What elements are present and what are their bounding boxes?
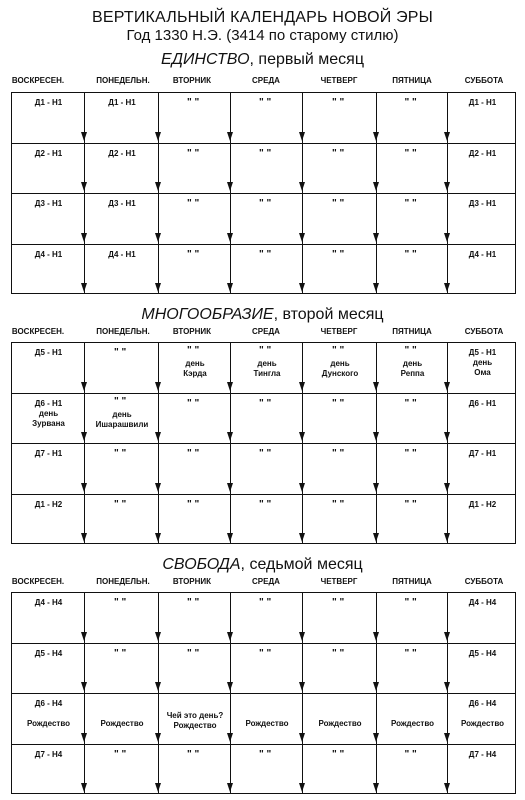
cell-text: день — [402, 359, 423, 368]
ditto-mark: " " — [404, 147, 417, 159]
ditto-mark: " " — [114, 448, 127, 459]
ditto-mark: " " — [259, 147, 272, 159]
cell-text: Рождество — [100, 719, 144, 728]
down-arrow-icon — [299, 682, 305, 691]
down-arrow-icon — [227, 233, 233, 242]
cell-text: Д6 - Н4 — [34, 699, 63, 708]
weekday-header: СРЕДА — [252, 76, 280, 85]
down-arrow-icon — [227, 483, 233, 492]
down-arrow-icon — [373, 632, 379, 641]
weekday-header: ВОСКРЕСЕН. — [11, 76, 65, 85]
month-name: ЕДИНСТВО — [161, 51, 250, 68]
ditto-mark: " " — [259, 748, 272, 760]
weekday-header: ЧЕТВЕРГ — [320, 327, 358, 336]
ditto-mark: " " — [332, 748, 345, 760]
month-ordinal: , второй месяц — [273, 306, 384, 323]
down-arrow-icon — [155, 182, 161, 191]
weekday-header: ВОСКРЕСЕН. — [11, 577, 65, 586]
down-arrow-icon — [299, 533, 305, 542]
down-arrow-icon — [227, 733, 233, 742]
cell-text: Д4 - Н4 — [468, 598, 497, 607]
down-arrow-icon — [299, 283, 305, 292]
ditto-mark: " " — [332, 597, 345, 608]
down-arrow-icon — [155, 632, 161, 641]
ditto-mark: " " — [259, 97, 272, 108]
down-arrow-icon — [373, 533, 379, 542]
cell-text: Тингла — [253, 369, 281, 378]
ditto-mark: " " — [259, 597, 272, 608]
weekday-header: ВТОРНИК — [172, 577, 212, 586]
cell-text: день — [472, 358, 493, 367]
cell-text: Д7 - Н4 — [34, 749, 63, 759]
weekday-header: СРЕДА — [252, 327, 280, 336]
down-arrow-icon — [444, 783, 450, 792]
cell-text: Д3 - Н1 — [34, 199, 63, 208]
down-arrow-icon — [81, 533, 87, 542]
row-divider — [12, 643, 515, 644]
ditto-mark: " " — [404, 97, 417, 108]
down-arrow-icon — [81, 283, 87, 292]
row-divider — [12, 443, 515, 444]
ditto-mark: " " — [187, 198, 200, 209]
down-arrow-icon — [227, 682, 233, 691]
ditto-mark: " " — [187, 147, 200, 159]
row-divider — [12, 693, 515, 694]
weekday-header: СУББОТА — [464, 577, 504, 586]
cell-text: Д5 - Н4 — [468, 648, 497, 658]
ditto-mark: " " — [187, 748, 200, 760]
down-arrow-icon — [444, 483, 450, 492]
down-arrow-icon — [155, 783, 161, 792]
month-ordinal: , первый месяц — [249, 51, 364, 68]
ditto-mark: " " — [114, 748, 127, 760]
weekday-header: СРЕДА — [252, 577, 280, 586]
cell-text: Д3 - Н1 — [468, 199, 497, 208]
page-title: ВЕРТИКАЛЬНЫЙ КАЛЕНДАРЬ НОВОЙ ЭРЫ — [91, 9, 434, 26]
down-arrow-icon — [444, 182, 450, 191]
month-name: МНОГООБРАЗИЕ — [141, 306, 274, 323]
cell-text: Рождество — [245, 719, 289, 728]
weekday-header: ПЯТНИЦА — [392, 577, 432, 586]
row-divider — [12, 744, 515, 745]
ditto-mark: " " — [259, 448, 272, 459]
cell-text: Кэрда — [183, 369, 207, 378]
ditto-mark: " " — [404, 748, 417, 760]
down-arrow-icon — [373, 382, 379, 391]
down-arrow-icon — [155, 432, 161, 441]
weekday-header: ЧЕТВЕРГ — [320, 577, 358, 586]
down-arrow-icon — [81, 233, 87, 242]
cell-text: Д1 - Н1 — [34, 98, 63, 107]
down-arrow-icon — [444, 233, 450, 242]
down-arrow-icon — [373, 283, 379, 292]
weekday-header: ПЯТНИЦА — [392, 76, 432, 85]
down-arrow-icon — [299, 432, 305, 441]
cell-text: Рождество — [173, 721, 217, 730]
row-divider — [12, 193, 515, 194]
cell-text: Ишарашвили — [95, 419, 149, 429]
down-arrow-icon — [373, 783, 379, 792]
weekday-header: ВТОРНИК — [172, 76, 212, 85]
ditto-mark: " " — [187, 345, 200, 356]
ditto-mark: " " — [114, 347, 127, 358]
cell-text: Д1 - Н1 — [108, 98, 136, 107]
ditto-mark: " " — [187, 597, 200, 608]
month-ordinal: , седьмой месяц — [240, 556, 363, 573]
ditto-mark: " " — [187, 498, 200, 510]
down-arrow-icon — [81, 432, 87, 441]
down-arrow-icon — [373, 682, 379, 691]
down-arrow-icon — [373, 733, 379, 742]
cell-text: Д2 - Н1 — [108, 148, 136, 158]
down-arrow-icon — [373, 132, 379, 141]
ditto-mark: " " — [404, 198, 417, 209]
month-title — [0, 306, 525, 324]
down-arrow-icon — [444, 382, 450, 391]
cell-text: день — [185, 359, 205, 368]
ditto-mark: " " — [187, 448, 200, 459]
month-grid — [11, 592, 516, 794]
ditto-mark: " " — [187, 647, 200, 659]
down-arrow-icon — [81, 132, 87, 141]
cell-text: Д1 - Н2 — [468, 499, 497, 509]
down-arrow-icon — [373, 483, 379, 492]
cell-text: Д2 - Н1 — [468, 148, 497, 158]
weekday-header: ПОНЕДЕЛЬН. — [96, 327, 150, 336]
cell-text: Д2 - Н1 — [34, 148, 63, 158]
down-arrow-icon — [299, 182, 305, 191]
cell-text: Д4 - Н1 — [34, 249, 63, 259]
down-arrow-icon — [81, 182, 87, 191]
ditto-mark: " " — [259, 198, 272, 209]
weekday-header: ПЯТНИЦА — [392, 327, 432, 336]
cell-text: Д5 - Н1 — [34, 348, 63, 357]
down-arrow-icon — [81, 632, 87, 641]
ditto-mark: " " — [332, 97, 345, 108]
weekday-header: ВТОРНИК — [172, 327, 212, 336]
down-arrow-icon — [81, 382, 87, 391]
weekday-header: ВОСКРЕСЕН. — [11, 327, 65, 336]
cell-text: Чей это день? — [166, 711, 224, 720]
cell-text: Д1 - Н1 — [468, 98, 497, 107]
down-arrow-icon — [227, 632, 233, 641]
down-arrow-icon — [373, 432, 379, 441]
down-arrow-icon — [155, 382, 161, 391]
ditto-mark: " " — [404, 397, 417, 409]
ditto-mark: " " — [332, 498, 345, 510]
cell-text: Д6 - Н1 — [468, 398, 497, 408]
ditto-mark: " " — [187, 97, 200, 108]
ditto-mark: " " — [404, 597, 417, 608]
down-arrow-icon — [299, 382, 305, 391]
cell-text: Д4 - Н1 — [108, 249, 136, 259]
ditto-mark: " " — [404, 248, 417, 260]
down-arrow-icon — [81, 682, 87, 691]
cell-text: день — [330, 359, 350, 368]
cell-text: Д3 - Н1 — [108, 199, 136, 208]
ditto-mark: " " — [332, 397, 345, 409]
ditto-mark: " " — [404, 448, 417, 459]
down-arrow-icon — [444, 733, 450, 742]
cell-text: Д6 - Н4 — [468, 699, 497, 708]
row-divider — [12, 494, 515, 495]
down-arrow-icon — [444, 283, 450, 292]
down-arrow-icon — [444, 682, 450, 691]
cell-text: Ома — [474, 368, 491, 377]
down-arrow-icon — [155, 682, 161, 691]
cell-text: Д7 - Н1 — [468, 449, 497, 458]
ditto-mark: " " — [332, 345, 345, 356]
ditto-mark: " " — [332, 248, 345, 260]
cell-text: Рождество — [460, 719, 505, 728]
down-arrow-icon — [299, 733, 305, 742]
cell-text: Д5 - Н4 — [34, 648, 63, 658]
month-grid — [11, 342, 516, 544]
cell-text: Д6 - Н1 — [34, 398, 63, 408]
down-arrow-icon — [444, 533, 450, 542]
ditto-mark: " " — [187, 397, 200, 409]
row-divider — [12, 244, 515, 245]
cell-text: день — [257, 359, 277, 368]
cell-text: Д5 - Н1 — [468, 348, 497, 357]
down-arrow-icon — [227, 132, 233, 141]
ditto-mark: " " — [332, 448, 345, 459]
weekday-header: СУББОТА — [464, 327, 504, 336]
down-arrow-icon — [81, 733, 87, 742]
down-arrow-icon — [155, 483, 161, 492]
down-arrow-icon — [227, 283, 233, 292]
ditto-mark: " " — [259, 397, 272, 409]
ditto-mark: " " — [187, 248, 200, 260]
weekday-header: СУББОТА — [464, 76, 504, 85]
down-arrow-icon — [299, 632, 305, 641]
ditto-mark: " " — [404, 498, 417, 510]
ditto-mark: " " — [259, 248, 272, 260]
down-arrow-icon — [81, 483, 87, 492]
ditto-mark: " " — [332, 147, 345, 159]
ditto-mark: " " — [259, 345, 272, 356]
cell-text: Дунского — [321, 369, 359, 378]
weekday-header: ЧЕТВЕРГ — [320, 76, 358, 85]
ditto-mark: " " — [404, 647, 417, 659]
down-arrow-icon — [155, 283, 161, 292]
cell-text: Д4 - Н4 — [34, 598, 63, 607]
page-subtitle: Год 1330 Н.Э. (3414 по старому стилю) — [126, 27, 399, 44]
month-title — [0, 556, 525, 574]
weekday-header: ПОНЕДЕЛЬН. — [96, 577, 150, 586]
down-arrow-icon — [444, 632, 450, 641]
down-arrow-icon — [155, 233, 161, 242]
ditto-mark: " " — [114, 498, 127, 510]
down-arrow-icon — [227, 182, 233, 191]
down-arrow-icon — [444, 432, 450, 441]
down-arrow-icon — [155, 733, 161, 742]
cell-text: Д7 - Н4 — [468, 749, 497, 759]
cell-text: день — [38, 408, 59, 418]
down-arrow-icon — [81, 783, 87, 792]
down-arrow-icon — [299, 483, 305, 492]
ditto-mark: " " — [259, 647, 272, 659]
down-arrow-icon — [444, 132, 450, 141]
down-arrow-icon — [299, 783, 305, 792]
down-arrow-icon — [373, 233, 379, 242]
ditto-mark: " " — [332, 647, 345, 659]
ditto-mark: " " — [259, 498, 272, 510]
cell-text: Д7 - Н1 — [34, 449, 63, 458]
down-arrow-icon — [155, 132, 161, 141]
month-name: СВОБОДА — [162, 556, 241, 573]
cell-text: Рождество — [390, 719, 435, 728]
down-arrow-icon — [299, 233, 305, 242]
ditto-mark: " " — [332, 198, 345, 209]
cell-text: Реппа — [400, 369, 425, 378]
row-divider — [12, 393, 515, 394]
down-arrow-icon — [227, 382, 233, 391]
ditto-mark: " " — [114, 597, 127, 608]
cell-text: Д1 - Н2 — [34, 499, 63, 509]
down-arrow-icon — [373, 182, 379, 191]
cell-text: Рождество — [26, 719, 71, 728]
month-title — [0, 51, 525, 69]
down-arrow-icon — [299, 132, 305, 141]
cell-text: день — [112, 409, 132, 419]
ditto-mark: " " — [404, 345, 417, 356]
down-arrow-icon — [227, 533, 233, 542]
month-grid — [11, 92, 516, 294]
cell-text: Рождество — [318, 719, 362, 728]
down-arrow-icon — [227, 432, 233, 441]
cell-text: Д4 - Н1 — [468, 249, 497, 259]
row-divider — [12, 143, 515, 144]
ditto-mark: " " — [114, 647, 127, 659]
down-arrow-icon — [227, 783, 233, 792]
down-arrow-icon — [155, 533, 161, 542]
cell-text: Зурвана — [32, 418, 65, 428]
weekday-header: ПОНЕДЕЛЬН. — [96, 76, 150, 85]
ditto-mark: " " — [114, 395, 127, 407]
